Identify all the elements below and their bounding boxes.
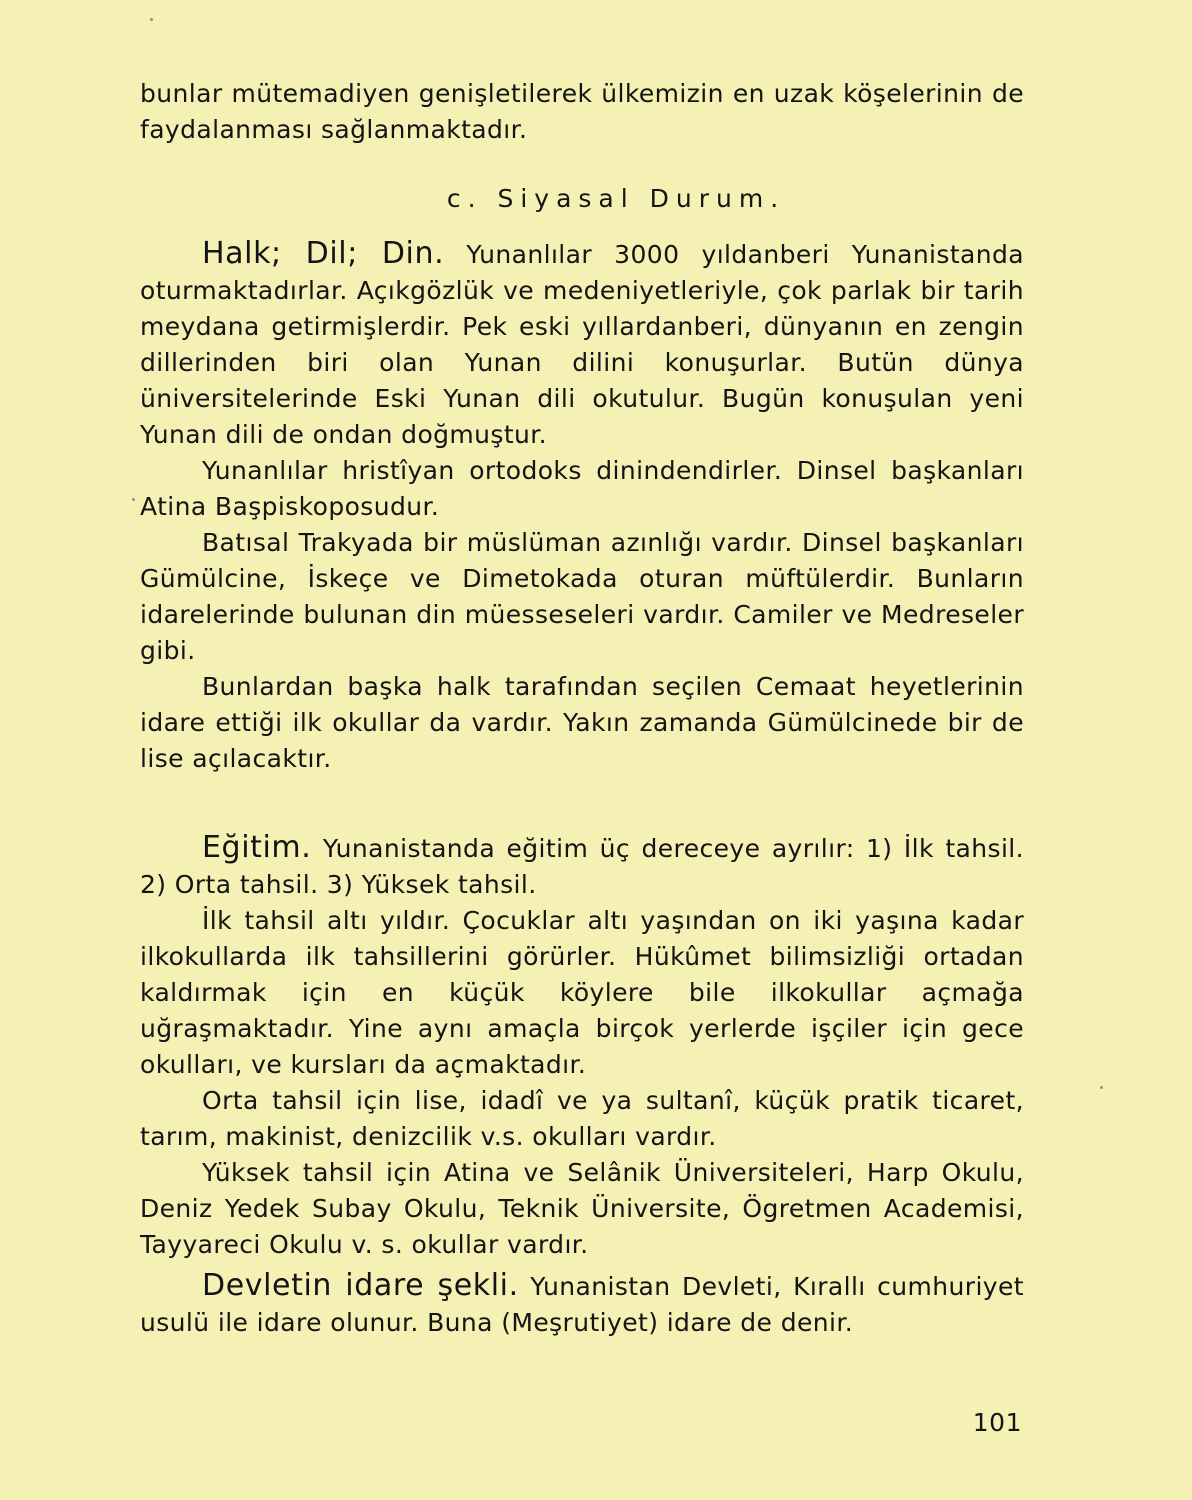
egitim-heading: Eğitim. [202, 830, 312, 865]
devlet-section [140, 1268, 1024, 1341]
page-number: 101 [972, 1408, 1022, 1437]
paper-speck [1100, 1086, 1103, 1089]
egitim-paragraph-3: Orta tahsil için lise, idadî ve ya sultanî, küçük pratik ticaret, tarım, makinist, denizcilik v.s. okulları vardır. [140, 1086, 1024, 1151]
egitim-paragraph-2: İlk tahsil altı yıldır. Çocuklar altı yaşından on iki yaşına kadar ilkokullarda ilk tahsillerini görürler. Hükûmet bilimsizliği ortadan kaldırmak için en küçük köylere bile ilkokullar açmağa uğraşmaktadır. Yine aynı amaçla birçok yerlerde işçiler için gece okulları, ve kursları da açmaktadır. [140, 906, 1024, 1079]
intro-block [140, 76, 1024, 148]
egitim-paragraph-1 [140, 830, 1024, 903]
egitim-paragraph-4: Yüksek tahsil için Atina ve Selânik Üniversiteleri, Harp Okulu, Deniz Yedek Subay Okulu, Teknik Üniversite, Ögretmen Academisi, Tayyareci Okulu v. s. okullar vardır. [140, 1158, 1024, 1259]
halk-paragraph-4: Bunlardan başka halk tarafından seçilen Cemaat heyetlerinin idare ettiği ilk okullar da vardır. Yakın zamanda Gümülcinede bir de lise açılacaktır. [140, 672, 1024, 773]
devlet-text: Yunanistan Devleti, Kırallı cumhuriyet usulü ile idare olunur. Buna (Meşrutiyet) idare de denir. [140, 1272, 1024, 1337]
halk-paragraph-1 [140, 236, 1024, 453]
devlet-paragraph [140, 1268, 1024, 1341]
halk-heading: Halk; Dil; Din. [202, 236, 445, 271]
halk-section [140, 236, 1024, 777]
paper-speck [132, 498, 135, 501]
section-title: c. Siyasal Durum. [446, 184, 786, 213]
halk-text: Yunanlılar 3000 yıldanberi Yunanistanda oturmaktadırlar. Açıkgözlük ve medeniyetleriyle, çok parlak bir tarih meydana getirmişlerdir. Pek eski yıllardanberi, dünyanın en zengin dillerinden biri olan Yunan dilini konuşurlar. Butün dünya üniversitelerinde Eski Yunan dili okutulur. Bugün konuşulan yeni Yunan dili de ondan doğmuştur. [140, 240, 1024, 449]
devlet-heading: Devletin idare şekli. [202, 1268, 519, 1303]
halk-paragraph-3: Batısal Trakyada bir müslüman azınlığı vardır. Dinsel başkanları Gümülcine, İskeçe ve Dimetokada oturan müftülerdir. Bunların idarelerinde bulunan din müesseseleri vardır. Camiler ve Medreseler gibi. [140, 528, 1024, 665]
egitim-section [140, 830, 1024, 1263]
intro-paragraph: bunlar mütemadiyen genişletilerek ülkemizin en uzak köşelerinin de faydalanması sağlanmaktadır. [140, 79, 1024, 144]
egitim-text: Yunanistanda eğitim üç dereceye ayrılır: 1) İlk tahsil. 2) Orta tahsil. 3) Yüksek tahsil. [140, 834, 1024, 899]
paper-speck [150, 18, 153, 21]
halk-paragraph-2: Yunanlılar hristîyan ortodoks dinindendirler. Dinsel başkanları Atina Başpiskoposudur. [140, 456, 1024, 521]
